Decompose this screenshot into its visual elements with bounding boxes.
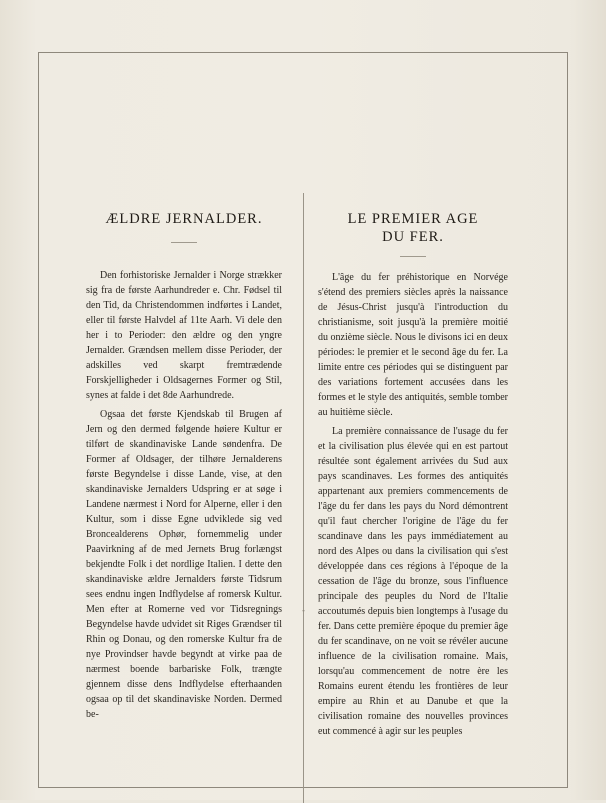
right-column-french xyxy=(318,210,508,743)
right-title xyxy=(318,210,508,246)
gutter-mark: - xyxy=(302,605,305,615)
left-paragraph-2: Ogsaa det første Kjendskab til Brugen af Jern og den dermed følgende høiere Kultur er tilført de skandinaviske Lande søndenfra. De Former af Oldsager, der tilhøre Jernalderens første Begyndelse i disse Lande, vise, at den skandinaviske Jernalders Udspring er at søge i Landene nærmest i Nord for Alperne, eller i den Kultur, som i disse Egne udviklede sig ved Broncealderens Ophør, fornemmelig under Paavirkning af de med Jernets Brug forlængst bekjendte Folk i det nordlige Italien. I dette den skandinaviske ældre Jernalders første Tidsrum sees endnu ingen Indflydelse af romersk Kultur. Men efter at Romerne ved vor Tidsregnings Begyndelse havde udvidet sit Riges Grændser til Rhin og Donau, og den romerske Kultur fra de nye Provindser havde begyndt at virke paa de nærmest boende barbariske Folk, trængte gjennem disse dens Indflydelse efterhaanden ogsaa op til det skandinaviske Norden. Dermed be- xyxy=(86,409,282,720)
left-title-rule xyxy=(171,242,197,243)
right-paragraph-2: La première connaissance de l'usage du fer et la civilisation plus élevée qui en est partout résultée sont également arrivées du Sud aux pays scandinaves. Les formes des antiquités appartenant aux premiers commencements de l'âge du fer dans les pays du Nord démontrent qu'il faut chercher l'origine de l'âge du fer scandinave dans les pays immédiatement au nord des Alpes ou dans la civilisation qui s'est développée dans ces régions à l'époque de la cessation de l'âge du bronze, sous l'influence principale des peuples du Nord de l'Italie accoutumés depuis bien longtemps à l'usage du fer. Dans cette première époque du premier âge du fer scandinave, on ne voit se révéler aucune influence de la civilisation romaine. Mais, lorsqu'au commencement de notre ère les Romains eurent étendu les frontières de leur empire au Rhin et au Danube et que la civilisation romaine des nouvelles provinces eut commencé à agir sur les peuples xyxy=(318,426,508,737)
left-paragraph-1: Den forhistoriske Jernalder i Norge strækker sig fra de første Aarhundreder e. Chr. Fødsel til den Tid, da Christendommen indførtes i Landet, eller til første Halvdel af 11te Aarh. Vi dele den her i to Perioder: den ældre og den yngre Jernalder. Grændsen mellem disse Perioder, der adskilles ved skarpt fremtrædende Forskjelligheder i Oldsagernes Former og Stil, synes at falde i det 8de Aarhundrede. xyxy=(86,270,282,401)
left-column-norwegian xyxy=(86,210,282,726)
right-title-rule xyxy=(400,256,426,257)
right-title-line-2: DU FER. xyxy=(382,229,444,245)
column-divider xyxy=(303,193,304,803)
left-title: ÆLDRE JERNALDER. xyxy=(105,211,263,227)
right-paragraph-1: L'âge du fer préhistorique en Norvége s'étend des premiers siècles après la naissance de Jésus-Christ jusqu'à l'introduction du christianisme, soit jusqu'à la première moitié du onzième siècle. Nous le divisons ici en deux périodes: le premier et le second âge du fer. La limite entre ces périodes qui se distinguent par des variations fortement accusées dans les formes et le style des antiquités, semble tomber au huitième siècle. xyxy=(318,272,508,418)
right-title-line-1: LE PREMIER AGE xyxy=(347,211,479,227)
